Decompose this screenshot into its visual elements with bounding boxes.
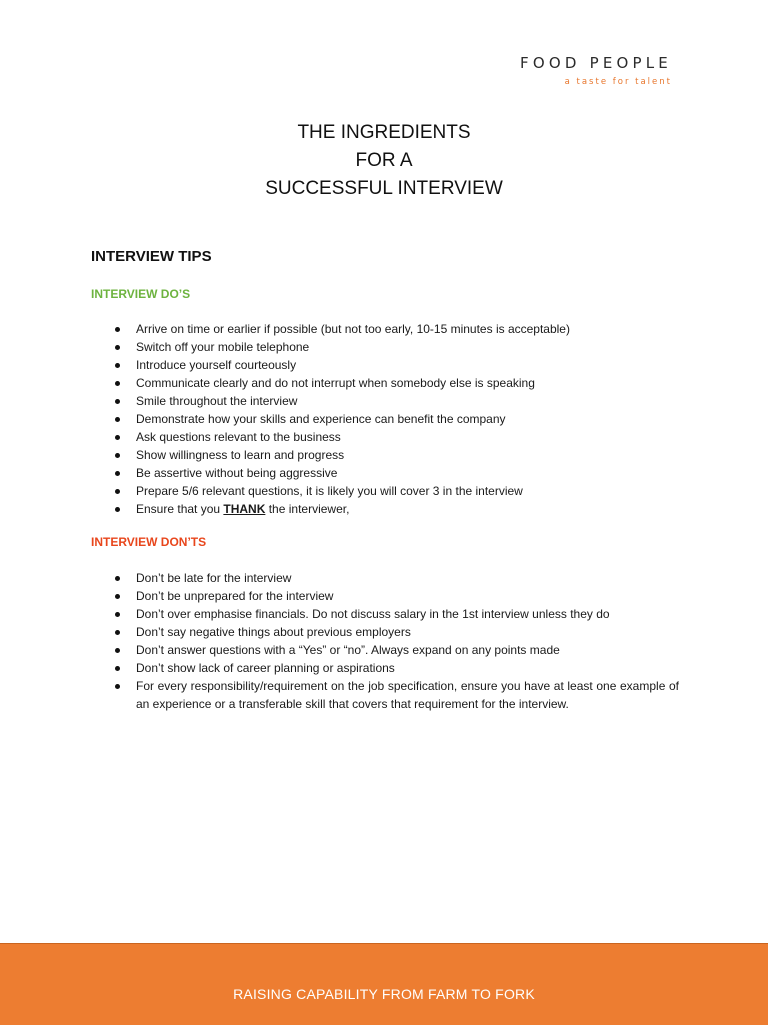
thank-before: Ensure that you	[136, 502, 224, 516]
logo-tagline: a taste for talent	[564, 77, 672, 87]
list-item: Arrive on time or earlier if possible (but not too early, 10-15 minutes is acceptable)	[113, 320, 679, 338]
list-item: Switch off your mobile telephone	[113, 338, 679, 356]
list-item: Communicate clearly and do not interrupt when somebody else is speaking	[113, 374, 679, 392]
donts-list	[113, 569, 679, 713]
page-title	[0, 119, 768, 203]
list-item: Be assertive without being aggressive	[113, 464, 679, 482]
list-item-thank	[113, 500, 679, 518]
donts-heading: INTERVIEW DON’TS	[91, 535, 207, 549]
title-line-2: FOR A	[355, 150, 413, 171]
thank-after: the interviewer,	[265, 502, 350, 516]
list-item: For every responsibility/requirement on the job specification, ensure you have at least one example of an experience or a transferable skill that covers that requirement for the interview.	[113, 677, 679, 713]
list-item: Don’t say negative things about previous employers	[113, 623, 679, 641]
section-heading: INTERVIEW TIPS	[91, 248, 212, 265]
list-item: Introduce yourself courteously	[113, 356, 679, 374]
footer-banner	[0, 943, 768, 1025]
logo-name: FOOD PEOPLE	[520, 54, 672, 72]
list-item: Demonstrate how your skills and experience can benefit the company	[113, 410, 679, 428]
list-item: Show willingness to learn and progress	[113, 446, 679, 464]
list-item: Don’t answer questions with a “Yes” or “no”. Always expand on any points made	[113, 641, 679, 659]
title-line-1: THE INGREDIENTS	[297, 122, 471, 143]
list-item: Smile throughout the interview	[113, 392, 679, 410]
dos-heading: INTERVIEW DO’S	[91, 287, 191, 301]
list-item: Don’t be unprepared for the interview	[113, 587, 679, 605]
title-line-3: SUCCESSFUL INTERVIEW	[265, 178, 503, 199]
list-item: Ask questions relevant to the business	[113, 428, 679, 446]
company-logo	[520, 54, 672, 87]
dos-list	[113, 320, 679, 518]
footer-text: RAISING CAPABILITY FROM FARM TO FORK	[233, 986, 535, 1002]
list-item: Prepare 5/6 relevant questions, it is likely you will cover 3 in the interview	[113, 482, 679, 500]
list-item: Don’t be late for the interview	[113, 569, 679, 587]
thank-emphasis: THANK	[223, 502, 266, 516]
list-item: Don’t over emphasise financials. Do not discuss salary in the 1st interview unless they do	[113, 605, 679, 623]
list-item: Don’t show lack of career planning or aspirations	[113, 659, 679, 677]
